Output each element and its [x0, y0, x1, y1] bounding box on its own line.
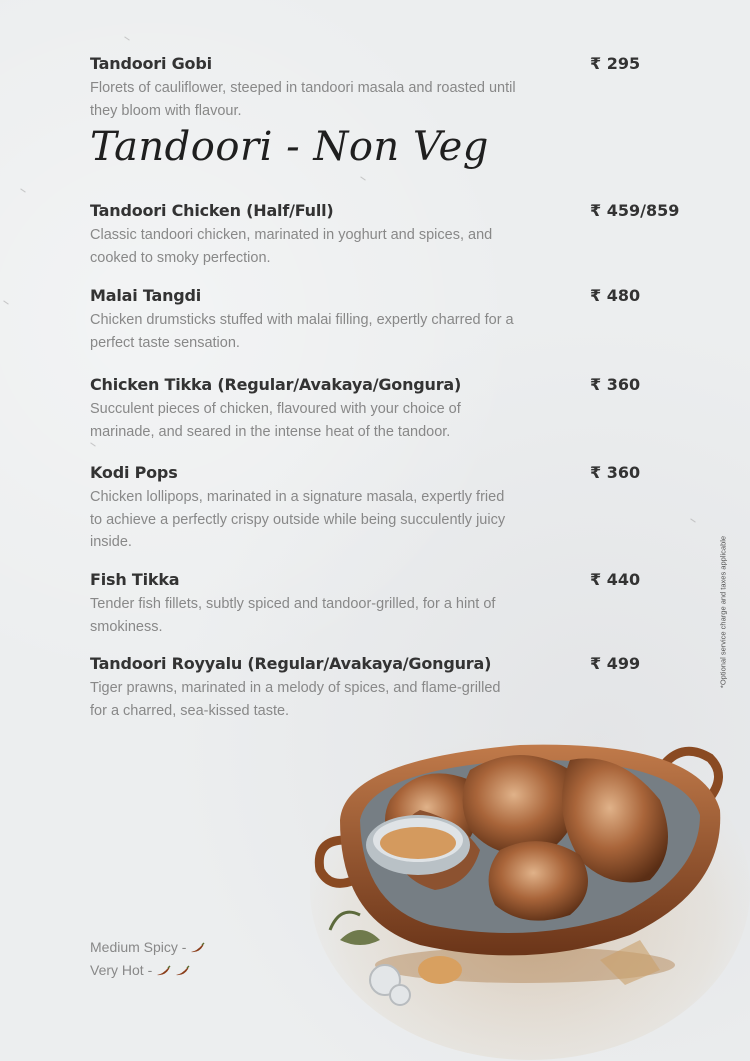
section-title: Tandoori - Non Veg — [90, 124, 489, 170]
legend-hot — [90, 959, 205, 982]
menu-item — [90, 286, 650, 354]
item-price: ₹ 480 — [590, 286, 641, 305]
item-price: ₹ 360 — [590, 463, 641, 482]
legend-medium-label: Medium Spicy - — [90, 939, 187, 955]
chili-icon — [174, 965, 190, 977]
item-name: Kodi Pops — [90, 463, 178, 482]
spice-legend — [90, 936, 205, 982]
item-price: ₹ 499 — [590, 654, 641, 673]
paper-speck — [20, 188, 25, 192]
menu-item — [90, 570, 650, 638]
paper-speck — [690, 518, 695, 522]
item-description: Chicken lollipops, marinated in a signature masala, expertly fried to achieve a perfectly crispy outside while being succulently juicy inside. — [90, 489, 506, 550]
item-description: Classic tandoori chicken, marinated in yoghurt and spices, and cooked to smoky perfection. — [90, 227, 493, 266]
paper-speck — [3, 300, 8, 304]
legend-medium — [90, 936, 205, 959]
item-description: Tender fish fillets, subtly spiced and tandoor-grilled, for a hint of smokiness. — [90, 596, 496, 635]
item-name: Malai Tangdi — [90, 286, 202, 305]
item-name: Tandoori Royyalu (Regular/Avakaya/Gongura) — [90, 654, 492, 673]
chili-icon — [155, 965, 171, 977]
menu-item — [90, 375, 650, 443]
item-price: ₹ 459/859 — [590, 201, 680, 220]
menu-item — [90, 54, 650, 122]
legend-hot-label: Very Hot - — [90, 962, 153, 978]
item-name: Chicken Tikka (Regular/Avakaya/Gongura) — [90, 375, 462, 394]
item-description: Succulent pieces of chicken, flavoured with your choice of marinade, and seared in the intense heat of the tandoor. — [90, 401, 461, 440]
menu-item — [90, 201, 680, 269]
item-name: Tandoori Chicken (Half/Full) — [90, 201, 334, 220]
item-name: Fish Tikka — [90, 570, 180, 589]
paper-speck — [124, 36, 129, 40]
item-description: Tiger prawns, marinated in a melody of spices, and flame-grilled for a charred, sea-kissed taste. — [90, 680, 501, 719]
item-description: Chicken drumsticks stuffed with malai filling, expertly charred for a perfect taste sensation. — [90, 312, 514, 351]
item-price: ₹ 295 — [590, 54, 641, 73]
chili-icon — [189, 942, 205, 954]
item-description: Florets of cauliflower, steeped in tandoori masala and roasted until they bloom with flavour. — [90, 80, 516, 119]
item-price: ₹ 440 — [590, 570, 641, 589]
menu-item — [90, 463, 650, 554]
tandoori-dish-illustration — [300, 690, 750, 1061]
tax-note: *Optional service charge and taxes applicable — [718, 535, 728, 689]
item-price: ₹ 360 — [590, 375, 641, 394]
item-name: Tandoori Gobi — [90, 54, 212, 73]
paper-speck — [360, 176, 365, 180]
paper-speck — [90, 442, 95, 446]
